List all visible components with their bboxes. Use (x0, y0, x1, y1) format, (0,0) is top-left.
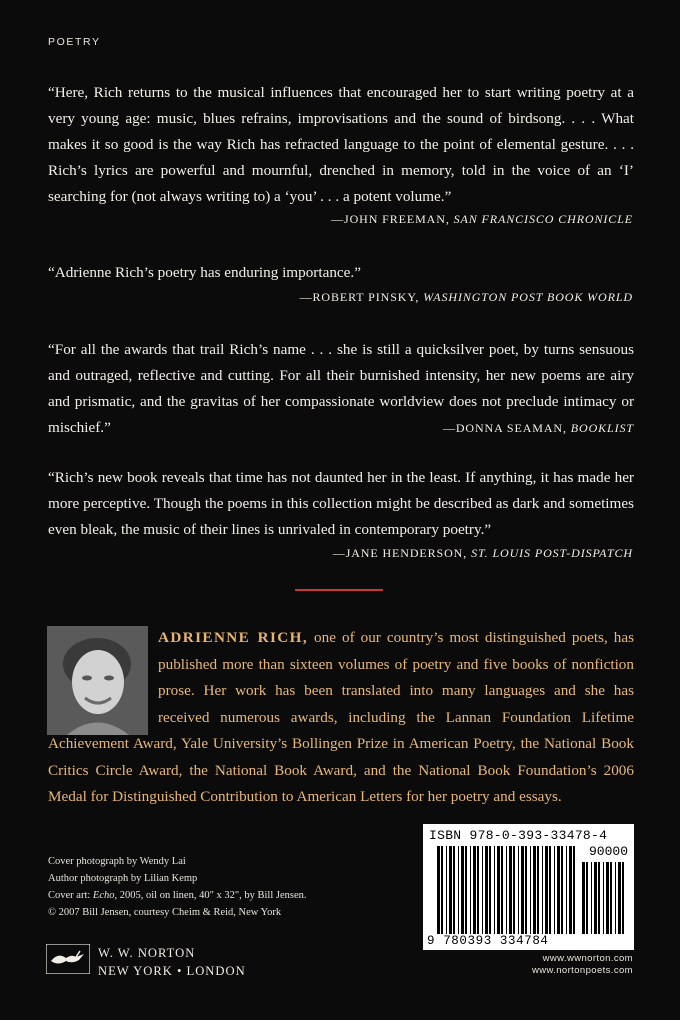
review-publication: BOOKLIST (570, 421, 634, 435)
publisher-location: NEW YORK • LONDON (98, 964, 246, 978)
isbn-barcode (423, 824, 634, 950)
review-publication: ST. LOUIS POST-DISPATCH (471, 546, 633, 560)
review-quote-text: “For all the awards that trail Rich’s name . . . she is still a quicksilver poet, by turns sensuous and outraged, reflective and cutting. For all their burnished intensity, her new poems are airy and prismatic, and the gravitas of her compassionate worldview does not preclude intimacy or mischief.” (48, 341, 634, 436)
review-author: —JOHN FREEMAN, (331, 212, 454, 226)
review-quote-2: “Adrienne Rich’s poetry has enduring importance.” (48, 264, 361, 281)
seagull-logo-icon (46, 944, 90, 974)
publisher-logo (46, 944, 90, 979)
review-quote-4: “Rich’s new book reveals that time has not daunted her in the least. If anything, it has made her more perceptive. Though the poems in this collection might be described as dark and sometimes even bleak, the music of their lines is unrivaled in contemporary poetry.” (48, 469, 634, 538)
review-attribution-3 (443, 415, 634, 441)
review-publication: SAN FRANCISCO CHRONICLE (453, 212, 633, 226)
review-attribution-2 (300, 290, 633, 305)
author-photo-credit: Author photograph by Lilian Kemp (48, 873, 198, 884)
review-attribution-4 (333, 546, 633, 561)
publisher-websites (532, 953, 633, 977)
cover-art-credit (48, 887, 307, 904)
website-1: www.wwnorton.com (542, 953, 633, 964)
cover-photo-credit: Cover photograph by Wendy Lai (48, 856, 186, 867)
cover-art-prefix: Cover art: (48, 890, 93, 901)
review-author: —ROBERT PINSKY, (299, 290, 424, 304)
isbn-number: ISBN 978-0-393-33478-4 (429, 828, 608, 843)
cover-art-title: Echo (92, 890, 115, 901)
addon-barcode-bars (582, 862, 628, 934)
review-publication: WASHINGTON POST BOOK WORLD (423, 290, 633, 304)
category-label: POETRY (48, 36, 101, 48)
ean-barcode-bars (437, 846, 577, 934)
ean-digits: 9 780393 334784 (427, 934, 549, 948)
price-code: 90000 (588, 844, 628, 859)
credits (48, 853, 307, 921)
review-attribution-1 (331, 212, 633, 227)
review-author: —JANE HENDERSON, (332, 546, 472, 560)
cover-art-rest: , 2005, oil on linen, 40" x 32", by Bill Jensen. (114, 890, 307, 901)
review-author: —DONNA SEAMAN, (442, 421, 571, 435)
website-2: www.nortonpoets.com (531, 965, 633, 976)
section-divider (295, 589, 383, 591)
author-photo (47, 626, 148, 735)
copyright-line: © 2007 Bill Jensen, courtesy Cheim & Reid, New York (48, 907, 282, 918)
author-portrait-icon (47, 626, 148, 735)
publisher-name: W. W. NORTON (98, 946, 196, 960)
review-quote-3 (48, 337, 634, 441)
author-name: ADRIENNE RICH, (158, 629, 309, 646)
review-quote-1: “Here, Rich returns to the musical influences that encouraged her to start writing poetry at a very young age: music, blues refrains, improvisations and the sound of birdsong. . . . What makes it so good is the way Rich has refracted language to the point of elemental gesture. . . . Rich’s lyrics are powerful and mournful, drenched in memory, told in the voice of an ‘I’ searching for (not always writing to) a ‘you’ . . . a potent volume.” (48, 84, 634, 205)
bio-text: one of our country’s most distinguished poets, has published more than sixteen volumes of poetry and five books of nonfiction prose. Her work has been translated into many languages and she has received numerous awards, including the Lannan Foundation Lifetime Achievement Award, Yale University’s Bollingen Prize in American Poetry, the National Book Critics Circle Award, the National Book Award, and the National Book Foundation’s 2006 Medal for Distinguished Contribution to American Letters for her poetry and essays. (48, 629, 634, 805)
publisher-name-block (98, 944, 246, 980)
